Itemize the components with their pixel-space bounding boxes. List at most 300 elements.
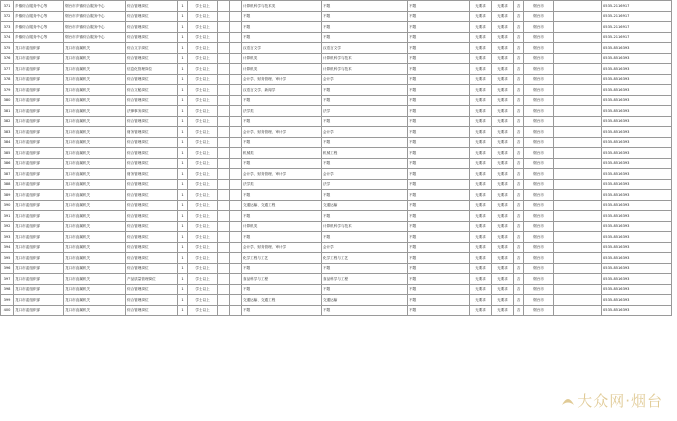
table-cell: 不限	[322, 284, 408, 295]
table-row	[1, 169, 672, 180]
table-cell: 综合管理岗位	[126, 74, 178, 85]
table-cell: 乡镇综合服务中心等	[14, 22, 64, 33]
table-cell: 龙口市直属机关	[64, 221, 126, 232]
table-cell: 龙口市委组织部	[14, 74, 64, 85]
table-cell	[554, 85, 602, 96]
table-row	[1, 232, 672, 243]
table-cell: 综合管理岗位	[126, 232, 178, 243]
table-cell	[218, 190, 230, 201]
table-cell: 龙口市委组织部	[14, 85, 64, 96]
table-row	[1, 263, 672, 274]
table-row	[1, 305, 672, 316]
table-cell: 374	[1, 32, 14, 43]
table-cell: 龙口市委组织部	[14, 148, 64, 159]
table-cell	[230, 242, 242, 253]
table-cell	[554, 1, 602, 12]
table-cell: 无要求	[492, 85, 514, 96]
table-cell: 综合管理岗位	[126, 179, 178, 190]
table-cell: 否	[514, 169, 524, 180]
table-cell: 1	[178, 85, 188, 96]
table-cell: 无要求	[470, 274, 492, 285]
table-cell: 0535-8516393	[602, 284, 672, 295]
table-cell: 否	[514, 116, 524, 127]
table-cell	[230, 74, 242, 85]
table-cell: 龙口市委组织部	[14, 232, 64, 243]
table-cell: 不限	[322, 85, 408, 96]
table-cell	[218, 295, 230, 306]
table-cell	[218, 53, 230, 64]
table-cell: 烟台市	[524, 64, 554, 75]
table-cell: 计算机科学与技术	[322, 64, 408, 75]
table-cell: 龙口市委组织部	[14, 95, 64, 106]
table-cell: 不限	[408, 211, 470, 222]
table-row	[1, 148, 672, 159]
table-cell: 1	[178, 148, 188, 159]
table-cell: 学士以上	[188, 242, 218, 253]
table-cell: 学士以上	[188, 274, 218, 285]
table-cell: 不限	[322, 116, 408, 127]
table-cell	[554, 148, 602, 159]
table-cell: 学士以上	[188, 232, 218, 243]
table-cell	[218, 22, 230, 33]
table-cell: 不限	[242, 305, 322, 316]
table-cell: 不限	[408, 169, 470, 180]
table-row	[1, 11, 672, 22]
table-cell: 否	[514, 64, 524, 75]
table-cell: 龙口市直属机关	[64, 284, 126, 295]
table-cell: 不限	[242, 32, 322, 43]
table-cell: 综合管理岗位	[126, 253, 178, 264]
table-cell: 0535-8516393	[602, 169, 672, 180]
table-cell	[218, 274, 230, 285]
table-cell: 学士以上	[188, 221, 218, 232]
table-cell: 383	[1, 127, 14, 138]
table-cell: 387	[1, 169, 14, 180]
table-cell	[554, 116, 602, 127]
table-cell: 1	[178, 43, 188, 54]
table-cell	[230, 274, 242, 285]
table-cell: 交通运输	[322, 200, 408, 211]
table-cell	[554, 22, 602, 33]
table-cell: 龙口市直属机关	[64, 106, 126, 117]
table-cell	[554, 253, 602, 264]
table-cell: 1	[178, 95, 188, 106]
table-cell: 烟台市	[524, 211, 554, 222]
table-cell: 无要求	[492, 53, 514, 64]
table-cell: 1	[178, 295, 188, 306]
table-cell: 无要求	[470, 295, 492, 306]
table-row	[1, 127, 672, 138]
table-cell: 龙口市委组织部	[14, 137, 64, 148]
table-cell: 378	[1, 74, 14, 85]
table-cell: 计算机类	[242, 221, 322, 232]
table-cell	[218, 263, 230, 274]
table-cell: 385	[1, 148, 14, 159]
table-cell: 计算机类	[242, 64, 322, 75]
table-cell: 龙口市直属机关	[64, 64, 126, 75]
table-cell: 学士以上	[188, 11, 218, 22]
table-cell: 学士以上	[188, 43, 218, 54]
table-cell: 0535-8516393	[602, 263, 672, 274]
table-cell: 否	[514, 200, 524, 211]
table-cell: 不限	[408, 85, 470, 96]
table-cell: 无要求	[470, 200, 492, 211]
table-cell: 无要求	[470, 116, 492, 127]
table-cell: 食品科学与工程	[242, 274, 322, 285]
table-cell: 不限	[408, 263, 470, 274]
table-cell	[230, 263, 242, 274]
table-cell: 龙口市直属机关	[64, 74, 126, 85]
table-cell: 无要求	[470, 242, 492, 253]
table-cell: 1	[178, 232, 188, 243]
table-cell: 不限	[408, 179, 470, 190]
table-cell: 否	[514, 53, 524, 64]
table-cell: 否	[514, 305, 524, 316]
table-cell: 0535-8516393	[602, 190, 672, 201]
table-cell: 否	[514, 211, 524, 222]
table-cell: 学士以上	[188, 116, 218, 127]
table-cell: 无要求	[492, 116, 514, 127]
table-cell	[230, 190, 242, 201]
table-cell: 综合管理岗位	[126, 284, 178, 295]
table-cell: 不限	[322, 211, 408, 222]
table-cell: 学士以上	[188, 158, 218, 169]
table-cell: 无要求	[492, 221, 514, 232]
table-row	[1, 106, 672, 117]
table-cell: 龙口市直属机关	[64, 158, 126, 169]
table-cell: 龙口市直属机关	[64, 305, 126, 316]
table-cell: 烟台市	[524, 11, 554, 22]
table-cell: 0535-2116917	[602, 1, 672, 12]
table-cell: 会计学、财务管理、审计学	[242, 242, 322, 253]
table-cell: 不限	[408, 1, 470, 12]
table-cell: 综合管理岗位	[126, 53, 178, 64]
table-cell: 龙口市直属机关	[64, 179, 126, 190]
table-cell: 学士以上	[188, 190, 218, 201]
table-cell: 1	[178, 242, 188, 253]
table-cell	[230, 253, 242, 264]
table-cell: 龙口市直属机关	[64, 137, 126, 148]
table-cell: 0535-2116917	[602, 22, 672, 33]
table-cell: 0535-8516393	[602, 53, 672, 64]
table-cell: 无要求	[492, 22, 514, 33]
table-cell: 龙口市委组织部	[14, 179, 64, 190]
table-row	[1, 22, 672, 33]
table-cell	[554, 169, 602, 180]
table-cell: 龙口市直属机关	[64, 274, 126, 285]
table-cell: 无要求	[492, 190, 514, 201]
table-cell: 0535-8516393	[602, 74, 672, 85]
table-cell: 否	[514, 1, 524, 12]
table-row	[1, 74, 672, 85]
table-cell: 烟台市	[524, 32, 554, 43]
table-cell: 产品质量管理岗位	[126, 274, 178, 285]
table-cell	[218, 179, 230, 190]
table-cell: 394	[1, 242, 14, 253]
table-cell: 无要求	[470, 211, 492, 222]
table-row	[1, 43, 672, 54]
table-cell: 无要求	[470, 95, 492, 106]
table-cell: 不限	[408, 106, 470, 117]
table-cell	[554, 137, 602, 148]
table-cell: 388	[1, 179, 14, 190]
table-cell: 学士以上	[188, 211, 218, 222]
table-cell	[218, 305, 230, 316]
table-cell: 计算机科学与技术	[322, 221, 408, 232]
table-cell: 龙口市委组织部	[14, 242, 64, 253]
table-cell: 龙口市委组织部	[14, 158, 64, 169]
table-cell: 综合管理岗位	[126, 137, 178, 148]
table-row	[1, 284, 672, 295]
table-cell: 龙口市委组织部	[14, 263, 64, 274]
table-cell: 会计学	[322, 169, 408, 180]
table-cell	[230, 43, 242, 54]
table-cell: 学士以上	[188, 284, 218, 295]
table-cell: 汉语言文学	[242, 43, 322, 54]
table-cell: 不限	[322, 158, 408, 169]
table-cell: 综合管理岗位	[126, 211, 178, 222]
table-cell	[218, 242, 230, 253]
table-cell: 无要求	[492, 263, 514, 274]
table-cell: 无要求	[492, 106, 514, 117]
table-cell: 无要求	[492, 32, 514, 43]
table-cell: 否	[514, 179, 524, 190]
table-cell: 龙口市委组织部	[14, 64, 64, 75]
table-cell: 400	[1, 305, 14, 316]
table-cell: 不限	[242, 190, 322, 201]
table-cell: 375	[1, 43, 14, 54]
table-cell: 无要求	[492, 295, 514, 306]
table-cell: 无要求	[470, 32, 492, 43]
table-cell: 乡镇综合服务中心等	[14, 11, 64, 22]
table-cell	[218, 211, 230, 222]
table-cell: 综合管理岗位	[126, 242, 178, 253]
table-cell: 不限	[408, 95, 470, 106]
table-cell	[218, 232, 230, 243]
table-cell	[218, 169, 230, 180]
table-cell: 龙口市直属机关	[64, 211, 126, 222]
table-cell: 龙口市委组织部	[14, 106, 64, 117]
table-cell	[218, 221, 230, 232]
table-cell	[218, 74, 230, 85]
table-cell: 综合管理岗位	[126, 1, 178, 12]
table-cell: 否	[514, 232, 524, 243]
table-row	[1, 53, 672, 64]
table-cell: 否	[514, 11, 524, 22]
table-cell: 烟台市	[524, 179, 554, 190]
table-cell: 不限	[322, 22, 408, 33]
table-cell: 否	[514, 221, 524, 232]
table-cell: 无要求	[492, 1, 514, 12]
table-cell: 不限	[322, 95, 408, 106]
table-cell: 无要求	[470, 232, 492, 243]
table-row	[1, 242, 672, 253]
table-cell: 法律事务岗位	[126, 106, 178, 117]
table-cell: 烟台市乡镇综合服务中心	[64, 1, 126, 12]
table-cell: 无要求	[492, 74, 514, 85]
table-cell: 计算机科学与技术	[322, 53, 408, 64]
table-cell: 龙口市直属机关	[64, 43, 126, 54]
table-cell: 否	[514, 85, 524, 96]
table-cell	[218, 95, 230, 106]
table-cell: 信息化管理岗位	[126, 64, 178, 75]
table-cell: 否	[514, 106, 524, 117]
table-cell: 1	[178, 116, 188, 127]
table-cell: 否	[514, 148, 524, 159]
table-cell	[230, 106, 242, 117]
table-cell: 无要求	[492, 169, 514, 180]
table-cell: 综合管理岗位	[126, 158, 178, 169]
table-cell	[218, 148, 230, 159]
table-cell: 无要求	[492, 64, 514, 75]
table-cell: 烟台市	[524, 127, 554, 138]
table-cell: 不限	[408, 43, 470, 54]
table-cell: 龙口市直属机关	[64, 85, 126, 96]
table-cell: 龙口市直属机关	[64, 190, 126, 201]
table-cell: 不限	[408, 137, 470, 148]
table-cell: 龙口市委组织部	[14, 253, 64, 264]
table-cell: 381	[1, 106, 14, 117]
table-cell: 烟台市	[524, 242, 554, 253]
table-cell: 无要求	[470, 253, 492, 264]
table-cell: 无要求	[492, 11, 514, 22]
table-cell: 龙口市直属机关	[64, 127, 126, 138]
table-cell: 综合文秘岗位	[126, 85, 178, 96]
table-cell: 龙口市委组织部	[14, 53, 64, 64]
table-cell: 不限	[242, 232, 322, 243]
table-cell	[230, 221, 242, 232]
table-cell	[218, 127, 230, 138]
table-cell: 学士以上	[188, 179, 218, 190]
table-cell: 373	[1, 22, 14, 33]
table-cell: 不限	[408, 221, 470, 232]
table-cell: 0535-2116917	[602, 11, 672, 22]
table-cell: 无要求	[470, 1, 492, 12]
table-cell: 不限	[322, 190, 408, 201]
table-cell: 龙口市直属机关	[64, 169, 126, 180]
table-cell	[230, 116, 242, 127]
table-cell: 龙口市委组织部	[14, 169, 64, 180]
table-row	[1, 295, 672, 306]
table-cell: 烟台市	[524, 253, 554, 264]
table-cell: 无要求	[470, 137, 492, 148]
table-cell: 烟台市	[524, 263, 554, 274]
table-cell: 无要求	[492, 211, 514, 222]
table-cell: 398	[1, 284, 14, 295]
table-cell: 不限	[408, 127, 470, 138]
table-cell	[554, 274, 602, 285]
table-cell: 无要求	[492, 274, 514, 285]
table-cell	[230, 85, 242, 96]
table-cell: 1	[178, 169, 188, 180]
table-cell: 否	[514, 274, 524, 285]
table-cell: 会计学、财务管理、审计学	[242, 127, 322, 138]
table-cell: 计算机科学与技术类	[242, 1, 322, 12]
table-cell	[218, 32, 230, 43]
table-cell: 397	[1, 274, 14, 285]
table-cell	[230, 11, 242, 22]
table-cell: 393	[1, 232, 14, 243]
table-cell: 否	[514, 137, 524, 148]
table-cell: 不限	[408, 284, 470, 295]
table-cell: 1	[178, 253, 188, 264]
table-cell: 否	[514, 158, 524, 169]
table-row	[1, 85, 672, 96]
table-cell	[554, 11, 602, 22]
table-cell	[218, 116, 230, 127]
table-cell: 烟台市	[524, 158, 554, 169]
table-cell: 会计学	[322, 242, 408, 253]
table-cell: 不限	[322, 263, 408, 274]
table-cell: 烟台市	[524, 22, 554, 33]
table-cell	[218, 85, 230, 96]
table-cell: 烟台市	[524, 169, 554, 180]
table-row	[1, 32, 672, 43]
table-cell	[230, 148, 242, 159]
watermark-text: 大众网·烟台	[577, 392, 663, 410]
table-cell: 无要求	[470, 305, 492, 316]
table-cell	[554, 295, 602, 306]
table-cell: 否	[514, 284, 524, 295]
table-cell: 学士以上	[188, 64, 218, 75]
table-cell: 1	[178, 137, 188, 148]
table-cell: 不限	[408, 305, 470, 316]
table-cell	[230, 32, 242, 43]
table-cell: 计算机类	[242, 53, 322, 64]
table-cell: 无要求	[470, 22, 492, 33]
table-cell: 无要求	[492, 305, 514, 316]
table-cell: 无要求	[492, 127, 514, 138]
table-cell	[554, 221, 602, 232]
table-cell: 382	[1, 116, 14, 127]
table-cell: 无要求	[492, 43, 514, 54]
table-cell: 1	[178, 22, 188, 33]
table-cell: 交通运输、交通工程	[242, 295, 322, 306]
table-cell: 0535-8516393	[602, 116, 672, 127]
table-cell: 否	[514, 263, 524, 274]
table-cell: 综合管理岗位	[126, 190, 178, 201]
table-cell: 无要求	[492, 232, 514, 243]
table-cell: 法学类	[242, 106, 322, 117]
table-cell: 0535-8516393	[602, 127, 672, 138]
table-cell: 1	[178, 53, 188, 64]
table-cell: 不限	[408, 190, 470, 201]
table-cell	[554, 43, 602, 54]
table-cell: 综合管理岗位	[126, 32, 178, 43]
table-cell: 无要求	[492, 200, 514, 211]
table-cell: 烟台市	[524, 74, 554, 85]
watermark	[561, 390, 663, 411]
table-row	[1, 64, 672, 75]
table-cell: 学士以上	[188, 53, 218, 64]
table-cell: 不限	[242, 263, 322, 274]
table-cell: 无要求	[492, 137, 514, 148]
table-cell: 0535-8516393	[602, 85, 672, 96]
table-cell: 不限	[322, 137, 408, 148]
table-cell: 0535-8516393	[602, 253, 672, 264]
table-cell	[554, 263, 602, 274]
table-cell: 无要求	[470, 179, 492, 190]
table-cell: 无要求	[470, 284, 492, 295]
table-cell: 不限	[242, 95, 322, 106]
table-cell: 不限	[408, 274, 470, 285]
table-cell: 财务管理岗位	[126, 127, 178, 138]
table-cell: 不限	[408, 64, 470, 75]
table-cell	[554, 211, 602, 222]
table-cell: 无要求	[470, 127, 492, 138]
table-cell: 否	[514, 295, 524, 306]
table-cell: 否	[514, 22, 524, 33]
